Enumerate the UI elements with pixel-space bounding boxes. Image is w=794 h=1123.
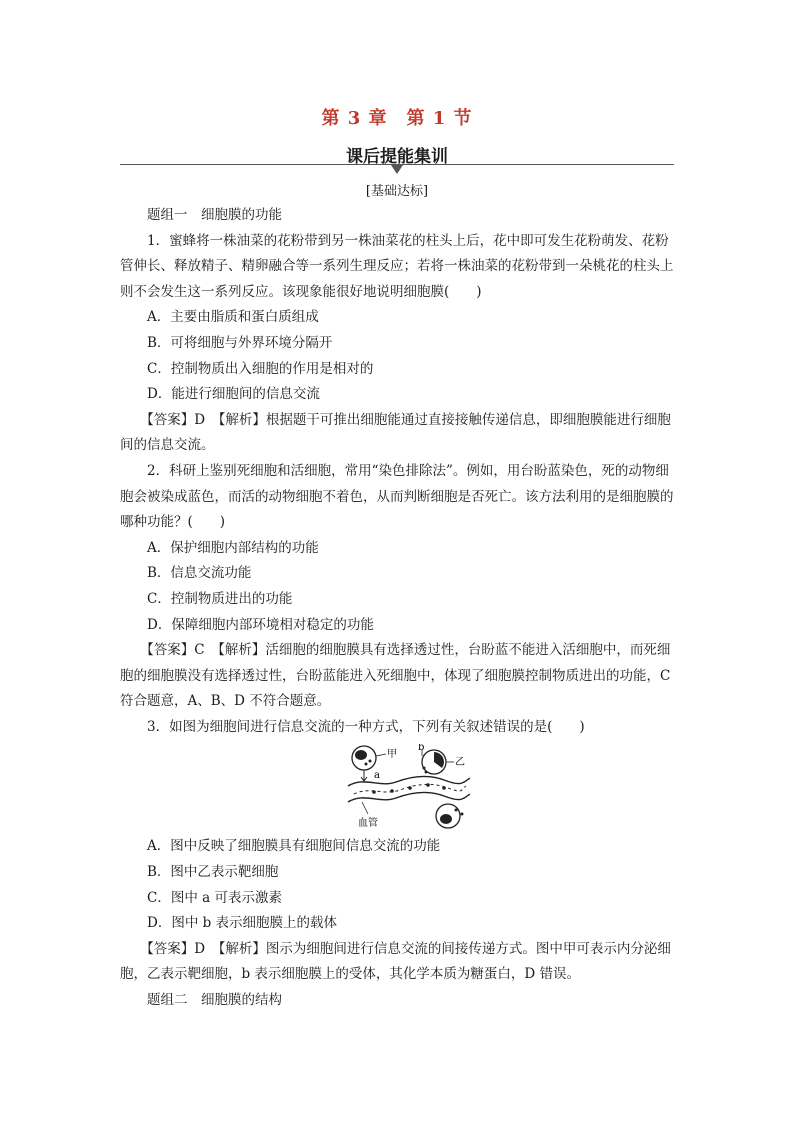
- exercise-content: [120, 203, 676, 1014]
- label-vessel: 血管: [358, 818, 378, 830]
- q1-answer-text: 根据题干可推出细胞能通过直接接触传递信息，即细胞膜能进行细胞间的信息交流。: [120, 411, 671, 454]
- q2-answer-text: 活细胞的细胞膜具有选择透过性，台盼蓝不能进入活细胞中，而死细胞的细胞膜没有选择透过性，台盼蓝能进入死细胞中，体现了细胞膜控制物质进出的功能，C 符合题意，A、B、D 不符合题意。: [120, 642, 671, 710]
- q1-option-b: B．可将细胞与外界环境分隔开: [147, 334, 333, 351]
- q2-option-d: D．保障细胞内部环境相对稳定的功能: [147, 616, 374, 633]
- q1-option-a: A．主要由脂质和蛋白质组成: [147, 309, 319, 326]
- q2-stem: 2．科研上鉴别死细胞和活细胞，常用“染色排除法”。例如，用台盼蓝染色，死的动物细胞会被染成蓝色，而活的动物细胞不着色，从而判断细胞是否死亡。该方法利用的是细胞膜的哪种功能？( ): [120, 462, 674, 531]
- page-subtitle: 课后提能集训: [346, 147, 448, 167]
- q3-option-b: B．图中乙表示靶细胞: [147, 864, 279, 881]
- q3-option-a: A．图中反映了细胞膜具有细胞间信息交流的功能: [147, 838, 441, 855]
- q3-figure: [120, 740, 676, 834]
- label-yi: 乙: [455, 757, 465, 769]
- section-label: [基础达标]: [365, 184, 429, 199]
- chapter-title: 第 3 章 第 1 节: [321, 108, 473, 129]
- q1-answer-label: 【答案】D 【解析】: [140, 411, 266, 428]
- group2-title: 题组二 细胞膜的结构: [147, 992, 282, 1009]
- label-b: b: [418, 744, 425, 754]
- q2-answer-label: 【答案】C 【解析】: [140, 642, 266, 659]
- q3-answer-text: 图示为细胞间进行信息交流的间接传递方式。图中甲可表示内分泌细胞，乙表示靶细胞，b 表示细胞膜上的受体，其化学本质为糖蛋白，D 错误。: [120, 940, 671, 983]
- q3-option-d: D．图中 b 表示细胞膜上的载体: [147, 915, 338, 932]
- q1-stem: 1．蜜蜂将一株油菜的花粉带到另一株油菜花的柱头上后，花中即可发生花粉萌发、花粉管伸长、释放精子、精卵融合等一系列生理反应；若将一株油菜的花粉带到一朵桃花的柱头上则不会发生这一系列反应。该现象能很好地说明细胞膜( ): [120, 232, 674, 300]
- q1-answer: [120, 408, 676, 459]
- q2-option-c: C．控制物质进出的功能: [147, 590, 293, 607]
- group1-title: 题组一 细胞膜的功能: [147, 207, 282, 223]
- label-jia: 甲: [387, 749, 397, 761]
- label-a: a: [374, 770, 380, 782]
- q1-option-d: D．能进行细胞间的信息交流: [147, 386, 320, 403]
- q1-option-c: C．控制物质出入细胞的作用是相对的: [147, 360, 374, 377]
- q3-answer: [120, 937, 676, 988]
- q3-stem: 3．如图为细胞间进行信息交流的一种方式，下列有关叙述错误的是( ): [147, 718, 585, 735]
- cell-signaling-diagram: [344, 744, 474, 834]
- q2-option-a: A．保护细胞内部结构的功能: [147, 539, 319, 556]
- divider-triangle-icon: [391, 165, 403, 174]
- q3-option-c: C．图中 a 可表示激素: [147, 889, 282, 906]
- q2-answer: [120, 638, 676, 715]
- vessel-wall-bottom: [348, 793, 470, 803]
- q2-option-b: B．信息交流功能: [147, 565, 252, 582]
- q3-answer-label: 【答案】D 【解析】: [140, 940, 266, 957]
